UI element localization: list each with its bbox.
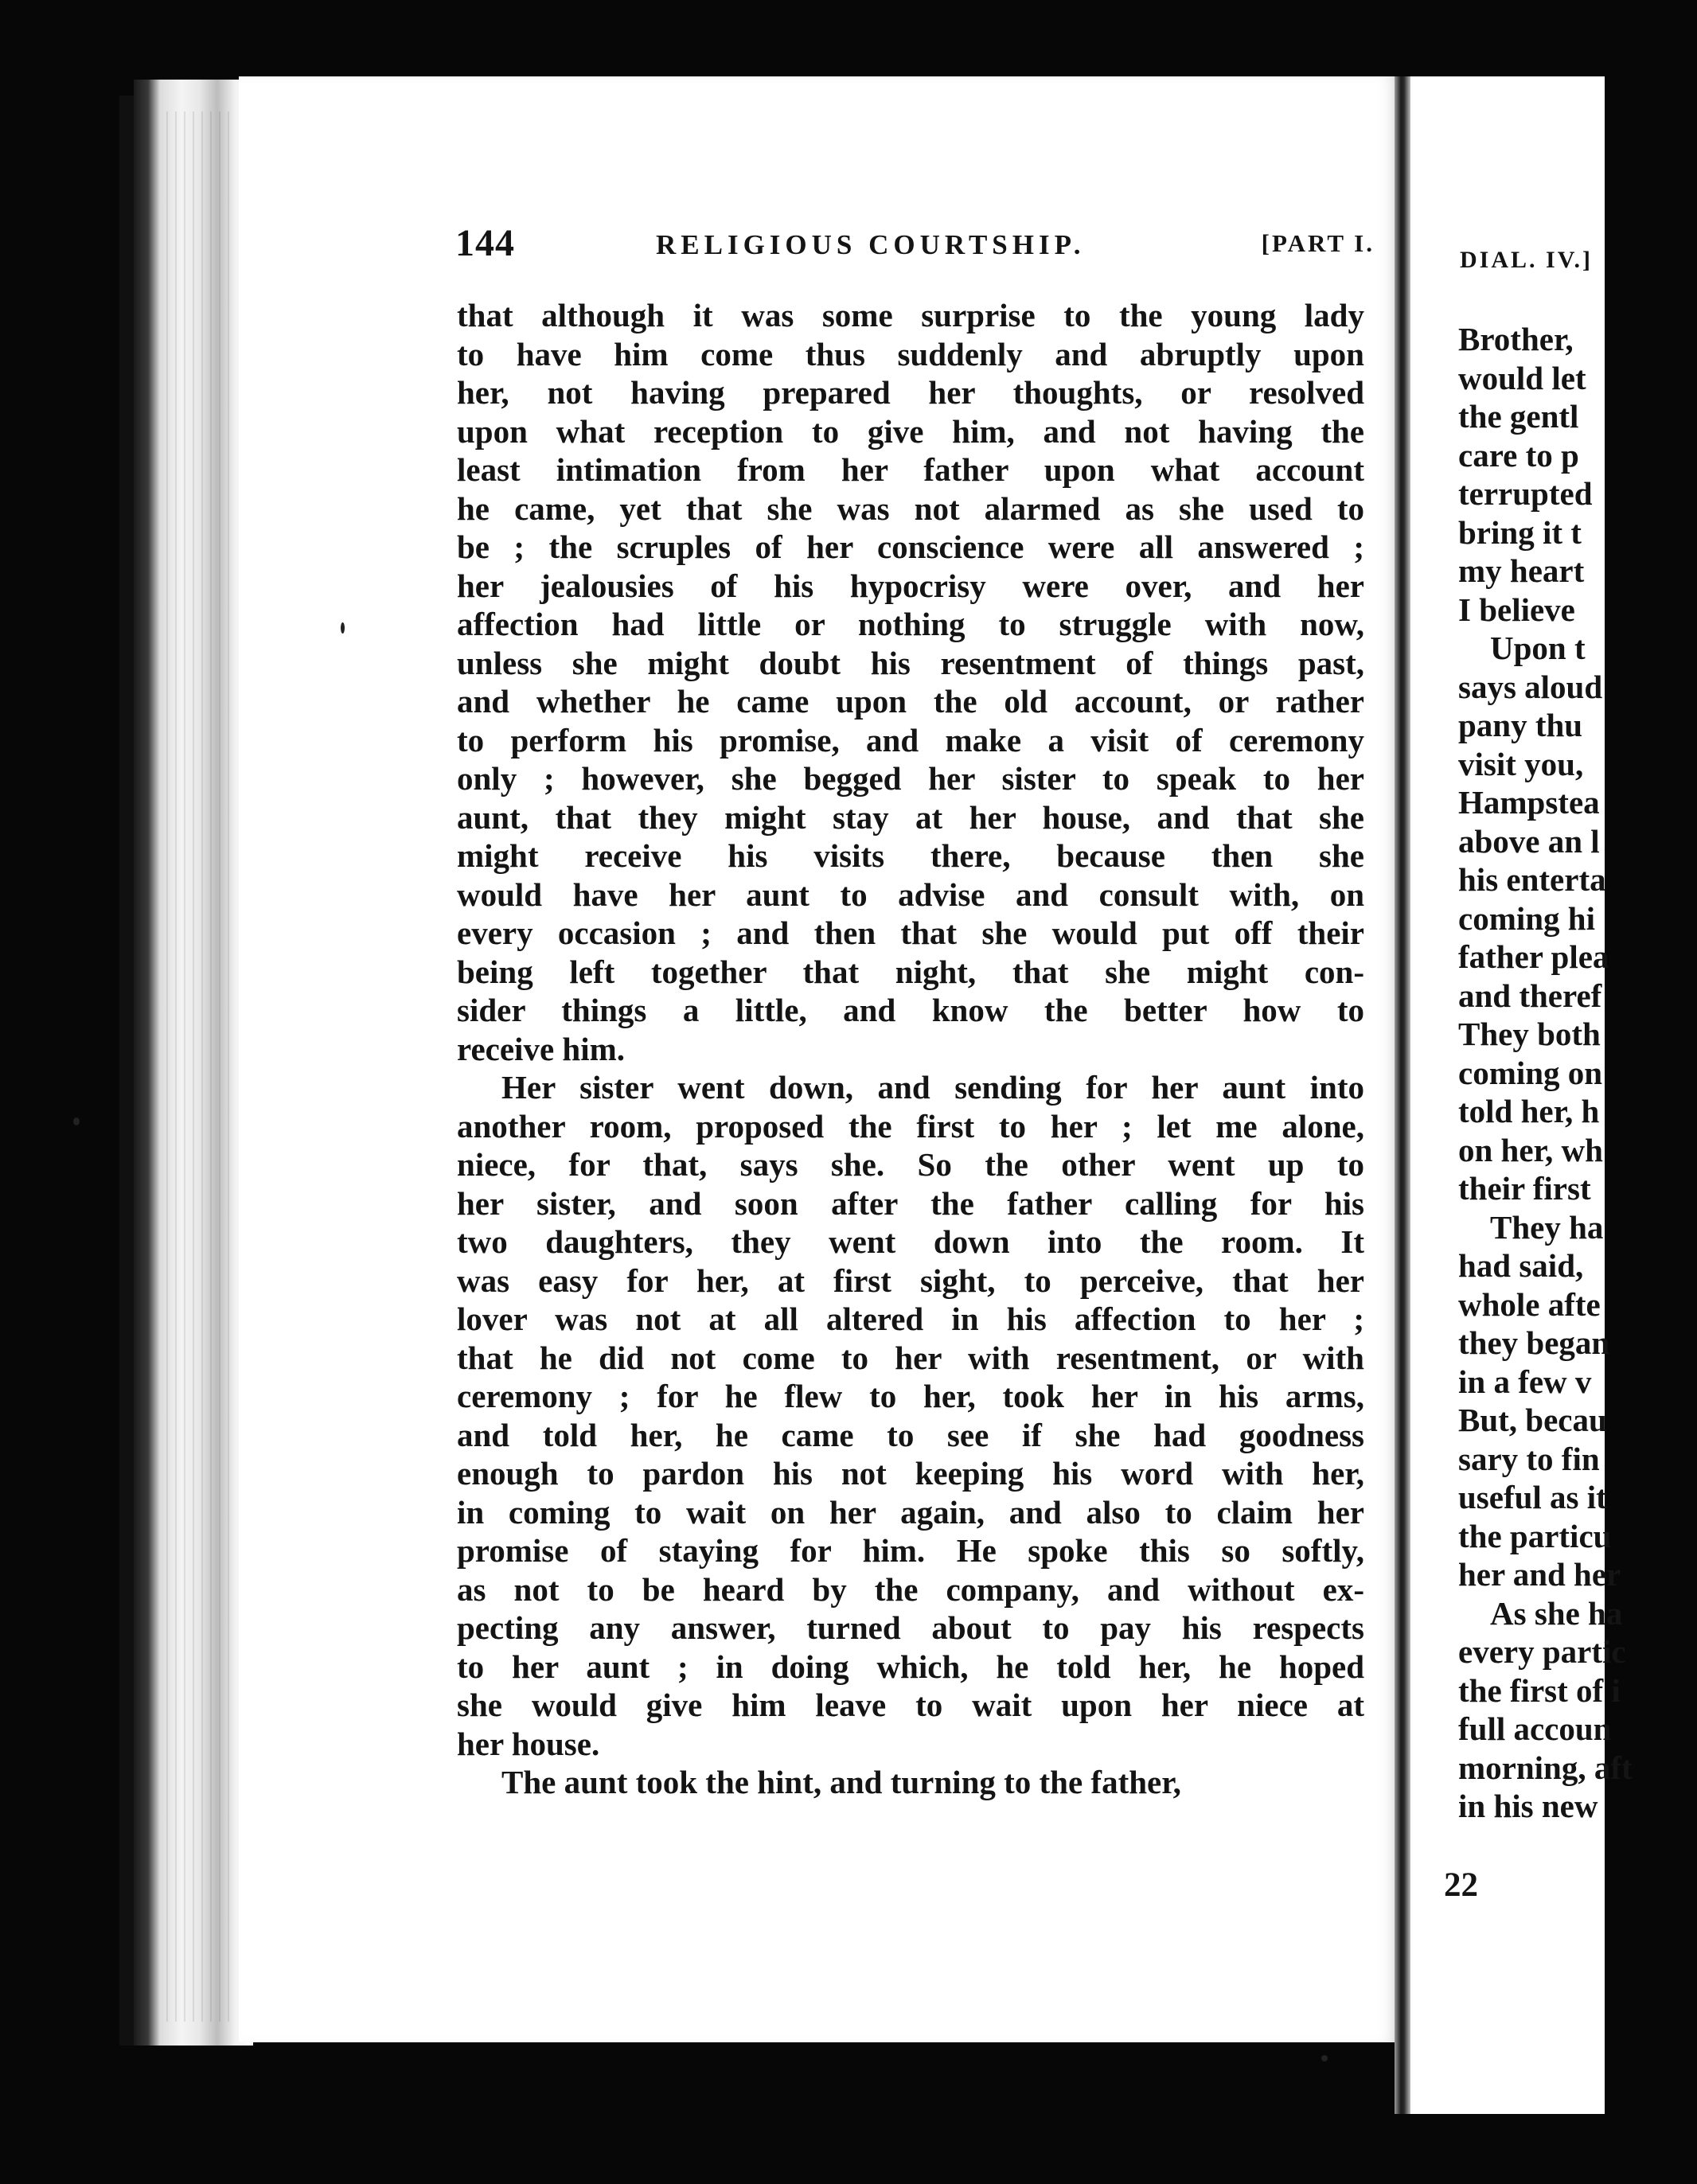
facing-text-line: morning, aft	[1458, 1749, 1633, 1786]
facing-text-line: their first	[1458, 1170, 1591, 1207]
facing-text-line: Hampstea	[1458, 784, 1600, 821]
facing-text-line: says aloud	[1458, 668, 1603, 705]
scan-speck	[341, 622, 345, 634]
facing-text-line: they began	[1458, 1324, 1610, 1361]
scan-speck	[1321, 2055, 1328, 2061]
text-line: as not to be heard by the company, and without ex-	[457, 1570, 1364, 1608]
text-line: her jealousies of his hypocrisy were over, and her	[457, 567, 1364, 604]
facing-text-line: and theref	[1458, 977, 1602, 1014]
facing-text-line: my heart	[1458, 552, 1585, 589]
text-line: every occasion ; and then that she would put off their	[457, 915, 1364, 951]
text-line: he came, yet that she was not alarmed as she used to	[457, 489, 1364, 527]
facing-text-line: They ha	[1490, 1208, 1604, 1246]
facing-text-line: in a few v	[1458, 1363, 1592, 1400]
facing-text-line: They both	[1458, 1016, 1601, 1052]
facing-text-line: above an l	[1458, 822, 1600, 860]
part-label: [PART I.	[1261, 229, 1375, 257]
text-line: two daughters, they went down into the room. It	[457, 1223, 1364, 1260]
body-text	[457, 296, 1364, 1802]
facing-text-line: I believe	[1458, 591, 1575, 628]
facing-text-line: had said,	[1458, 1247, 1584, 1284]
facing-text-line: his enterta	[1458, 861, 1606, 898]
text-line: The aunt took the hint, and turning to the father,	[501, 1764, 1181, 1800]
facing-text-line: Brother,	[1458, 321, 1574, 357]
text-line: was easy for her, at first sight, to perceive, that her	[457, 1262, 1364, 1299]
text-line: would have her aunt to advise and consult with, on	[457, 876, 1364, 913]
text-line: she would give him leave to wait upon her niece at	[457, 1687, 1364, 1723]
facing-text-line: coming hi	[1458, 899, 1595, 937]
facing-page-text	[1458, 320, 1697, 1826]
facing-text-line: whole afte	[1458, 1285, 1601, 1323]
text-line: receive him.	[457, 1030, 625, 1067]
book-gutter	[1395, 76, 1410, 2114]
text-line: least intimation from her father upon what account	[457, 451, 1364, 488]
scan-speck	[73, 1117, 80, 1125]
text-line: sider things a little, and know the better how to	[457, 992, 1364, 1028]
facing-text-line: bring it t	[1458, 513, 1582, 551]
text-line: her sister, and soon after the father calling for his	[457, 1184, 1364, 1222]
text-line: that although it was some surprise to the young lady	[457, 297, 1364, 333]
facing-text-line: would let	[1458, 359, 1586, 396]
facing-text-line: terrupted	[1458, 475, 1593, 512]
facing-text-line: But, becau	[1458, 1402, 1607, 1438]
text-line: to her aunt ; in doing which, he told her, he hoped	[457, 1648, 1364, 1685]
facing-text-line: in his new	[1458, 1788, 1598, 1824]
facing-text-line: coming on	[1458, 1054, 1603, 1091]
facing-text-line: Upon t	[1490, 630, 1586, 666]
text-line: in coming to wait on her again, and also to claim her	[457, 1493, 1364, 1531]
text-line: her, not having prepared her thoughts, or resolved	[457, 374, 1364, 411]
facing-text-line: pany thu	[1458, 707, 1583, 743]
text-line: ceremony ; for he flew to her, took her in his arms,	[457, 1378, 1364, 1414]
text-line: lover was not at all altered in his affection to her ;	[457, 1301, 1364, 1337]
text-line: aunt, that they might stay at her house, and that she	[457, 798, 1364, 836]
text-line: and whether he came upon the old account, or rather	[457, 683, 1364, 720]
facing-text-line: father plea	[1458, 938, 1609, 975]
text-line: affection had little or nothing to struggle with now,	[457, 606, 1364, 642]
text-line: might receive his visits there, because then she	[457, 837, 1364, 874]
text-line: and told her, he came to see if she had goodness	[457, 1416, 1364, 1453]
facing-text-line: full accoun	[1458, 1710, 1612, 1747]
text-line: to have him come thus suddenly and abruptly upon	[457, 335, 1364, 372]
page-number: 144	[455, 222, 515, 264]
facing-text-line: her and her	[1458, 1556, 1621, 1593]
facing-text-line: sary to fin	[1458, 1440, 1600, 1477]
text-line: being left together that night, that she might con-	[457, 953, 1364, 990]
facing-text-line: the particu	[1458, 1517, 1612, 1554]
facing-text-line: visit you,	[1458, 745, 1584, 782]
text-line: be ; the scruples of her conscience were all answered ;	[457, 528, 1364, 565]
signature-mark: 22	[1444, 1866, 1478, 1904]
facing-text-line: care to p	[1458, 436, 1579, 474]
text-line: Her sister went down, and sending for her aunt into	[501, 1069, 1364, 1106]
text-line: promise of staying for him. He spoke this so softly,	[457, 1532, 1364, 1569]
facing-text-line: the gentl	[1458, 398, 1579, 435]
text-line: unless she might doubt his resentment of things past,	[457, 644, 1364, 681]
facing-text-line: every partic	[1458, 1633, 1626, 1670]
running-head	[455, 221, 1375, 269]
facing-running-head: DIAL. IV.]	[1460, 247, 1593, 273]
text-line: enough to pardon his not keeping his word with her,	[457, 1455, 1364, 1492]
facing-text-line: told her, h	[1458, 1093, 1600, 1129]
text-line: another room, proposed the first to her ; let me alone,	[457, 1107, 1364, 1145]
text-line: niece, for that, says she. So the other went up to	[457, 1146, 1364, 1183]
text-line: to perform his promise, and make a visit of ceremony	[457, 721, 1364, 759]
text-line: pecting any answer, turned about to pay his respects	[457, 1609, 1364, 1646]
right-page	[1410, 76, 1633, 2114]
facing-text-line: useful as it	[1458, 1479, 1607, 1515]
facing-text-line: As she ha	[1490, 1594, 1623, 1632]
facing-text-line: on her, wh	[1458, 1131, 1603, 1168]
text-line: her house.	[457, 1725, 600, 1762]
text-line: that he did not come to her with resentment, or with	[457, 1339, 1364, 1376]
text-line: only ; however, she begged her sister to speak to her	[457, 760, 1364, 797]
page-edge-lines	[159, 111, 231, 2022]
text-line: upon what reception to give him, and not having the	[457, 412, 1364, 450]
facing-text-line: the first of i	[1458, 1671, 1621, 1709]
running-title: RELIGIOUS COURTSHIP.	[656, 229, 1086, 260]
